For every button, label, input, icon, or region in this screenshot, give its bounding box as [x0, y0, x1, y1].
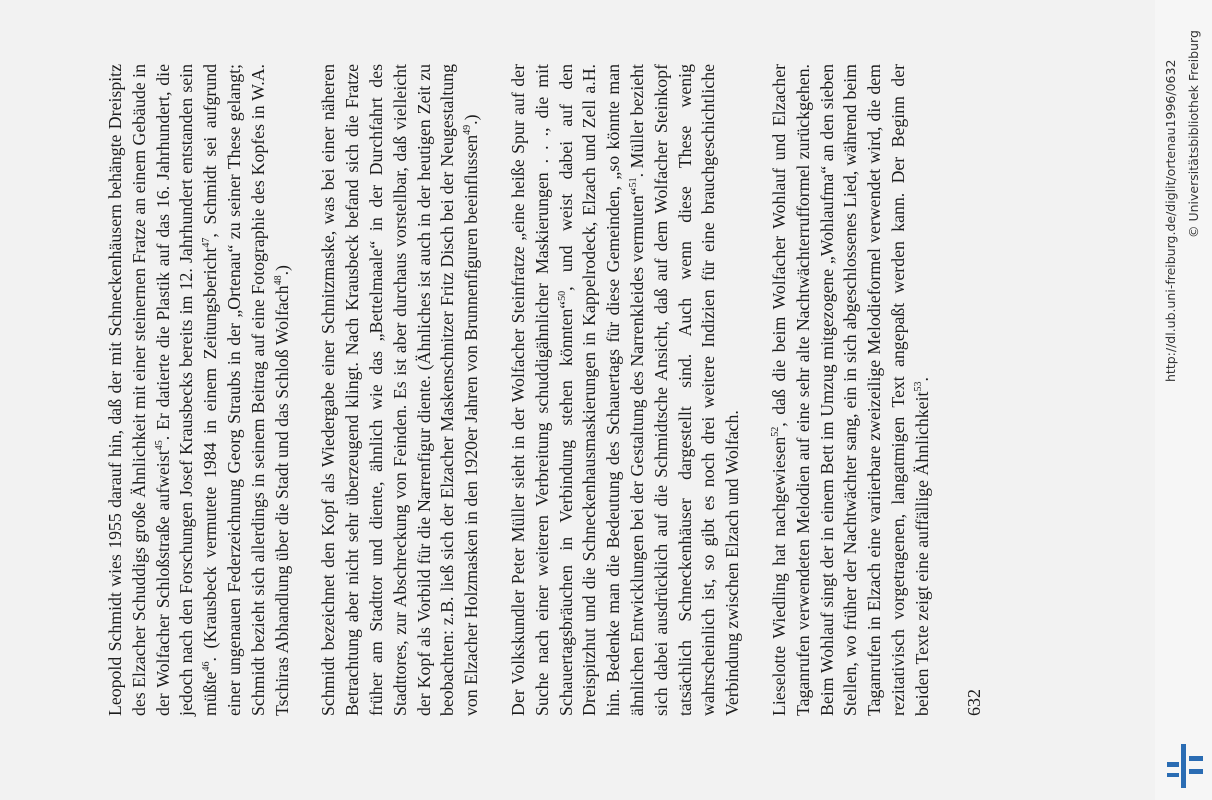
paragraph: [104, 64, 294, 716]
footnote-marker: 47: [201, 237, 213, 248]
source-url-link[interactable]: http://dl.ub.uni-freiburg.de/diglit/ortenau1996/0632: [1163, 59, 1178, 382]
footnote-marker: 48: [272, 275, 284, 286]
footnote-marker: 49: [462, 124, 474, 135]
paragraph-text: Der Volkskundler Peter Müller sieht in der Wolfacher Steinfratze „eine heiße Spur auf der Suche nach einer weiteren Verbreitung schuddigähnlicher Maskierungen . . ., die mit Schauertagsbräuchen in Verbindung stehen könnten“: [507, 64, 576, 716]
paragraph-text: , Schmidt sei aufgrund einer ungenauen Federzeichnung Georg Straubs in der „Ortenau“ zu seiner These gelangt; Schmidt bezieht sich allerdings in seinem Beitrag auf eine Fotographie des Kopfes in W.A. Tschiras Abhandlung über die Stadt und das Schloß Wolfach: [200, 63, 292, 716]
paragraph-text: , und weist dabei auf den Dreispitzhut und die Schneckenhausmaskierungen in Kappelrodeck, Elzach und Zell a.H. hin. Bedenke man die Bedeutung des Schauertags für diese Gemeinden, „so könnte man ähnlichen Entwicklungen bei der Gestaltung des Narrenkleides vermuten“: [555, 63, 647, 716]
paragraph: [768, 64, 935, 716]
paragraph-text: . Müller bezieht sich dabei ausdrücklich auf die Schmidtsche Ansicht, daß auf dem Wolfacher Steinkopf tatsächlich Schneckenhäuser dargestellt sind. Auch wenn diese These wenig wahrscheinlich ist, so gibt es noch drei weitere Indizien für eine brauchgeschichtliche Verbindung zwischen Elzach und Wolfach.: [626, 64, 743, 716]
paragraph-text: , daß die beim Wolfacher Wohlauf und Elzacher Taganrufen verwendeten Melodien auf eine sehr alte Nachtwächterrufformel zurückgehen. Beim Wohlauf singt der in einem Bett im Umzug mitgezogene „Wohlaufma“ an den sieben Stellen, wo früher der Nachtwächter sang, ein in sich abgeschlossenes Lied, während beim Taganrufen in Elzach eine variierbare zweizeilige Melodieformel verwendet wird, die dem rezitativisch vorgetragenen, langatmigen Text angepaßt werden kann. Der Beginn der beiden Texte zeigt eine auffällige Ähnlichkeit: [768, 63, 932, 716]
paragraph: [317, 64, 484, 716]
footnote-marker: 53: [912, 381, 924, 392]
paragraph-text: .): [271, 265, 292, 276]
page-text-block: [104, 64, 1104, 716]
ub-freiburg-logo-icon[interactable]: [1163, 744, 1207, 788]
footnote-marker: 45: [153, 440, 165, 451]
paragraph-text: . (Krausbeck vermutete 1984 in einem Zeitungsbericht: [200, 247, 221, 662]
page-number: 632: [963, 689, 984, 716]
paragraph-text: .): [461, 114, 482, 125]
footnote-marker: 51: [628, 177, 640, 188]
paragraph-text: Lieselotte Wiedling hat nachgewiesen: [768, 436, 789, 716]
paragraph-text: Schmidt bezeichnet den Kopf als Wiedergabe einer Schnitzmaske, was bei einer näheren Betrachtung aber nicht sehr überzeugend klingt. Nach Krausbeck befand sich die Fratze früher am Stadttor und diente, ähnlich wie das „Bettelmaale“ in der Durchfahrt des Stadttores, zur Abschreckung von Feinden. Es ist aber durchaus vorstellbar, daß vielleicht der Kopf als Vorbild für die Narrenfigur diente. (Ähnliches ist auch in der heutigen Zeit zu beobachten: z.B. ließ sich der Elzacher Maskenschnitzer Fritz Disch bei der Neugestaltung von Elzacher Holzmasken in den 1920er Jahren von Brunnenfiguren beeinflussen: [318, 64, 482, 716]
paragraph: [507, 64, 745, 716]
paragraph-text: .: [911, 377, 932, 382]
paragraph-text: . Er datierte die Plastik auf das 16. Jahrhundert, die jedoch nach den Forschungen Josef Krausbecks bereits im 12. Jahrhundert entstanden sein müßte: [152, 63, 221, 716]
footnote-marker: 46: [201, 661, 213, 672]
footnote-marker: 50: [556, 290, 568, 301]
footnote-marker: 52: [770, 426, 781, 437]
copyright-notice: © Universitätsbibliothek Freiburg: [1186, 30, 1201, 238]
paragraph-text: Leopold Schmidt wies 1955 darauf hin, daß der mit Schneckenhäusern behängte Dreispitz des Elzacher Schuddigs große Ähnlichkeit mit einer steinernen Fratze an einem Gebäude in der Wolfacher Schloßstraße aufweist: [105, 64, 173, 716]
